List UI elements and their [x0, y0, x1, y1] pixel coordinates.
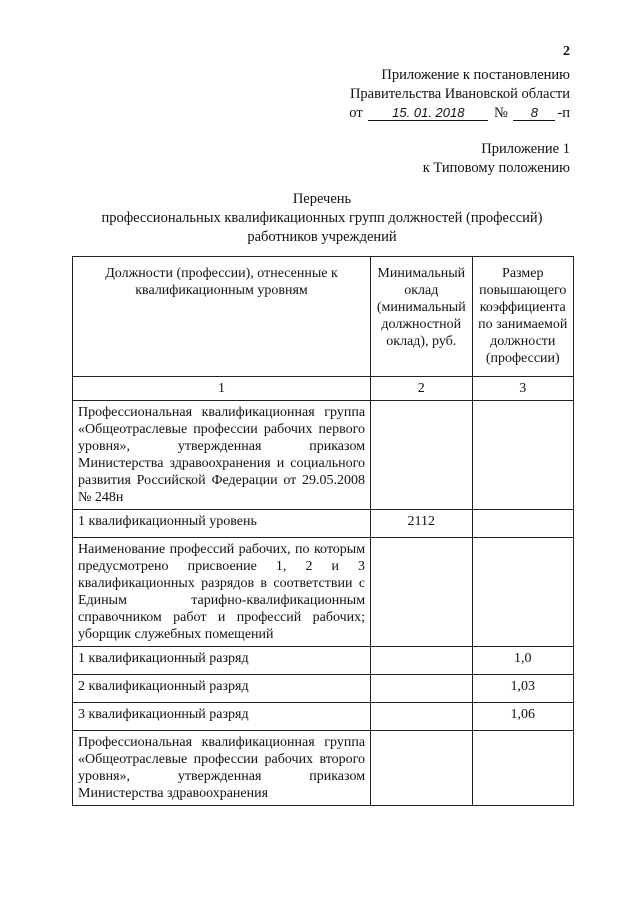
- appendix-1-line-1: Приложение 1: [481, 141, 570, 157]
- qualification-groups-table: [72, 256, 574, 806]
- header-positions: Должности (профессии), отнесенные к квалификационным уровням: [73, 257, 371, 377]
- row-salary: [371, 731, 472, 806]
- column-number: 2: [371, 377, 472, 401]
- row-name: 1 квалификационный разряд: [73, 647, 371, 675]
- row-salary: [371, 647, 472, 675]
- title-line-2: профессиональных квалификационных групп должностей (профессий): [101, 210, 543, 226]
- table-row: [73, 703, 574, 731]
- column-number: 1: [73, 377, 371, 401]
- row-coefficient: 1,0: [472, 647, 573, 675]
- row-coefficient: [472, 401, 573, 510]
- table-row: [73, 647, 574, 675]
- row-coefficient: [472, 731, 573, 806]
- page-number: 2: [563, 44, 570, 59]
- handwritten-date: 15. 01. 2018: [368, 105, 488, 121]
- row-salary: 2112: [371, 510, 472, 538]
- table-row: [73, 675, 574, 703]
- appendix-1-header: [423, 140, 570, 178]
- appendix-header: [349, 66, 570, 123]
- row-name: 2 квалификационный разряд: [73, 675, 371, 703]
- title-line-3: работников учреждений: [247, 229, 397, 245]
- row-salary: [371, 538, 472, 647]
- row-salary: [371, 401, 472, 510]
- from-label: от: [349, 105, 363, 121]
- document-title: [72, 190, 572, 247]
- row-coefficient: [472, 538, 573, 647]
- row-coefficient: [472, 510, 573, 538]
- appendix-date-line: [349, 104, 570, 123]
- header-coefficient: Размер повышающего коэффициента по занимаемой должности (профессии): [472, 257, 573, 377]
- table-row: [73, 538, 574, 647]
- row-salary: [371, 675, 472, 703]
- row-salary: [371, 703, 472, 731]
- appendix-line-1: Приложение к постановлению: [381, 67, 570, 83]
- row-name: Профессиональная квалификационная группа «Общеотраслевые профессии рабочих первого уровня», утвержденная приказом Министерства здравоохранения и социального развития Российской Федерации от 29.05.2008 № 248н: [73, 401, 371, 510]
- number-label: №: [493, 105, 508, 121]
- column-number-row: [73, 377, 574, 401]
- header-min-salary: Минимальный оклад (минимальный должностной оклад), руб.: [371, 257, 472, 377]
- table-row: [73, 510, 574, 538]
- row-name: Наименование профессий рабочих, по которым предусмотрено присвоение 1, 2 и 3 квалификационных разрядов в соответствии с Единым тарифно-квалификационным справочником работ и профессий рабочих; уборщик служебных помещений: [73, 538, 371, 647]
- row-name: 1 квалификационный уровень: [73, 510, 371, 538]
- table-row: [73, 401, 574, 510]
- appendix-1-line-2: к Типовому положению: [422, 160, 570, 176]
- title-line-1: Перечень: [292, 191, 352, 207]
- column-number: 3: [472, 377, 573, 401]
- table-header-row: [73, 257, 574, 377]
- number-suffix: -п: [557, 105, 570, 121]
- row-coefficient: 1,06: [472, 703, 573, 731]
- row-coefficient: 1,03: [472, 675, 573, 703]
- table-row: [73, 731, 574, 806]
- handwritten-number: 8: [513, 105, 555, 121]
- appendix-line-2: Правительства Ивановской области: [349, 86, 570, 102]
- row-name: 3 квалификационный разряд: [73, 703, 371, 731]
- row-name: Профессиональная квалификационная группа «Общеотраслевые профессии рабочих второго уровня», утвержденная приказом Министерства здравоохранения: [73, 731, 371, 806]
